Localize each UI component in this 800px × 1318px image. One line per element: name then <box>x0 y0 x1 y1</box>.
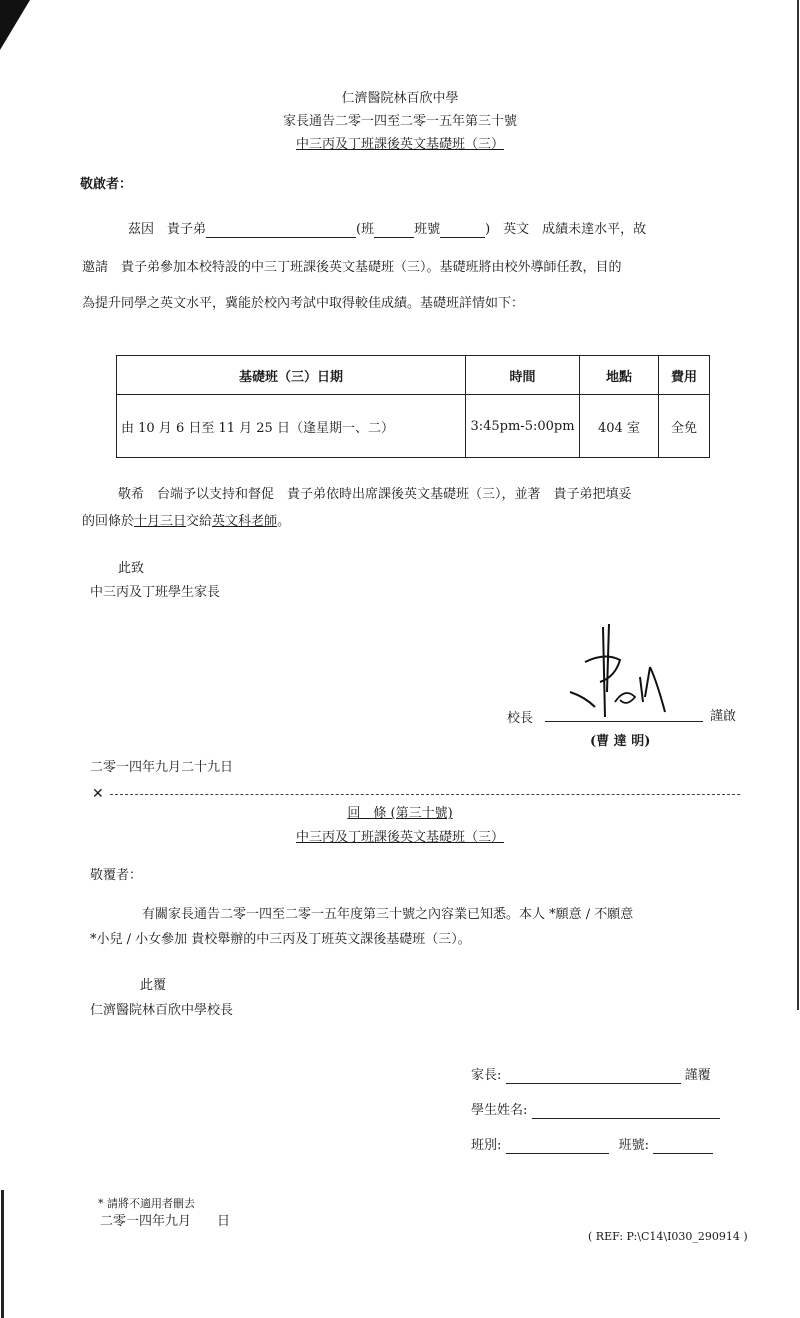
para1-line2: 邀請 貴子弟參加本校特設的中三丁班課後英文基礎班（三）。基礎班將由校外導師任教，目的 <box>82 260 622 275</box>
parent-label: 家長: <box>471 1068 502 1083</box>
class-number-input[interactable] <box>653 1140 713 1154</box>
para1-text-b: (班 <box>356 222 375 237</box>
header-date: 基礎班（三）日期 <box>117 356 466 395</box>
class-number-blank <box>440 224 485 238</box>
header-fee: 費用 <box>659 356 710 395</box>
cell-date: 由 10 月 6 日至 11 月 25 日（逢星期一、二） <box>117 395 466 458</box>
class-input[interactable] <box>506 1140 609 1154</box>
scan-shadow-corner <box>0 0 30 50</box>
reply-body-line2: *小兒 / 小女參加 貴校舉辦的中三丙及丁班英文課後基礎班（三）。 <box>90 932 471 947</box>
student-name-input[interactable] <box>532 1105 720 1119</box>
notice-number: 家長通告二零一四至二零一五年第三十號 <box>282 114 517 129</box>
footnote: * 請將不適用者刪去 <box>98 1197 195 1210</box>
principal-label: 校長 <box>507 711 534 726</box>
cell-fee: 全免 <box>659 395 710 458</box>
class-label: 班別: <box>471 1138 502 1153</box>
student-name-blank <box>206 224 356 238</box>
parent-respect: 謹覆 <box>684 1068 711 1083</box>
para1-text-c: 班號 <box>414 222 441 237</box>
return-date: 十月三日 <box>134 514 187 529</box>
class-info-table <box>116 355 710 458</box>
table-header-row <box>117 356 710 395</box>
return-teacher: 英文科老師 <box>212 514 278 529</box>
reply-closing: 此覆 <box>140 978 167 993</box>
para2-line1: 敬希 台端予以支持和督促 貴子弟依時出席課後英文基礎班（三），並著 貴子弟把填妥 <box>118 487 632 502</box>
scan-edge-left <box>1 1190 4 1318</box>
cut-line <box>92 786 740 802</box>
notice-subject: 中三丙及丁班課後英文基礎班（三） <box>295 137 504 152</box>
reply-body-line1: 有關家長通告二零一四至二零一五年度第三十號之內容業已知悉。本人 *願意 / 不願意 <box>142 907 634 922</box>
recipient: 中三丙及丁班學生家長 <box>90 585 221 600</box>
para2-line2 <box>82 514 290 530</box>
salutation: 敬啟者： <box>80 177 133 192</box>
student-name-label: 學生姓名: <box>471 1103 528 1118</box>
notice-date: 二零一四年九月二十九日 <box>90 760 234 775</box>
cell-venue: 404 室 <box>580 395 659 458</box>
para2-text-b: 交給 <box>186 514 213 529</box>
student-name-field[interactable] <box>471 1103 720 1119</box>
reply-date: 二零一四年九月 日 <box>100 1214 231 1229</box>
principal-name: (曹 達 明) <box>590 734 651 749</box>
header-time: 時間 <box>466 356 580 395</box>
table-row <box>117 395 710 458</box>
header-venue: 地點 <box>580 356 659 395</box>
scissors-icon: ✕ <box>92 786 104 802</box>
school-name: 仁濟醫院林百欣中學 <box>341 91 459 106</box>
para1-text-d: ) 英文 成績未達水平，故 <box>485 222 647 237</box>
reply-salutation: 敬覆者： <box>90 868 143 883</box>
para1-line1 <box>128 222 646 238</box>
para1-text-a: 茲因 貴子弟 <box>128 222 207 237</box>
principal-respect: 謹啟 <box>710 709 737 724</box>
reference-code: ( REF: P:\C14\I030_290914 ) <box>588 1230 748 1243</box>
dashed-divider <box>110 794 740 795</box>
class-field[interactable] <box>471 1138 713 1154</box>
para2-text-c: 。 <box>277 514 291 529</box>
parent-signature-blank[interactable] <box>506 1070 681 1084</box>
principal-signature <box>565 622 685 722</box>
reply-recipient: 仁濟醫院林百欣中學校長 <box>90 1003 234 1018</box>
reply-title: 回 條 (第三十號) <box>347 806 453 821</box>
cell-time: 3:45pm-5:00pm <box>466 395 580 458</box>
parent-signature-field[interactable] <box>471 1068 711 1084</box>
signature-line <box>545 721 703 722</box>
reply-subject: 中三丙及丁班課後英文基礎班（三） <box>295 830 504 845</box>
closing: 此致 <box>118 561 145 576</box>
class-number-label: 班號: <box>618 1138 650 1153</box>
class-blank <box>374 224 414 238</box>
para2-text-a: 的回條於 <box>82 514 135 529</box>
para1-line3: 為提升同學之英文水平，冀能於校內考試中取得較佳成績。基礎班詳情如下： <box>82 296 525 311</box>
